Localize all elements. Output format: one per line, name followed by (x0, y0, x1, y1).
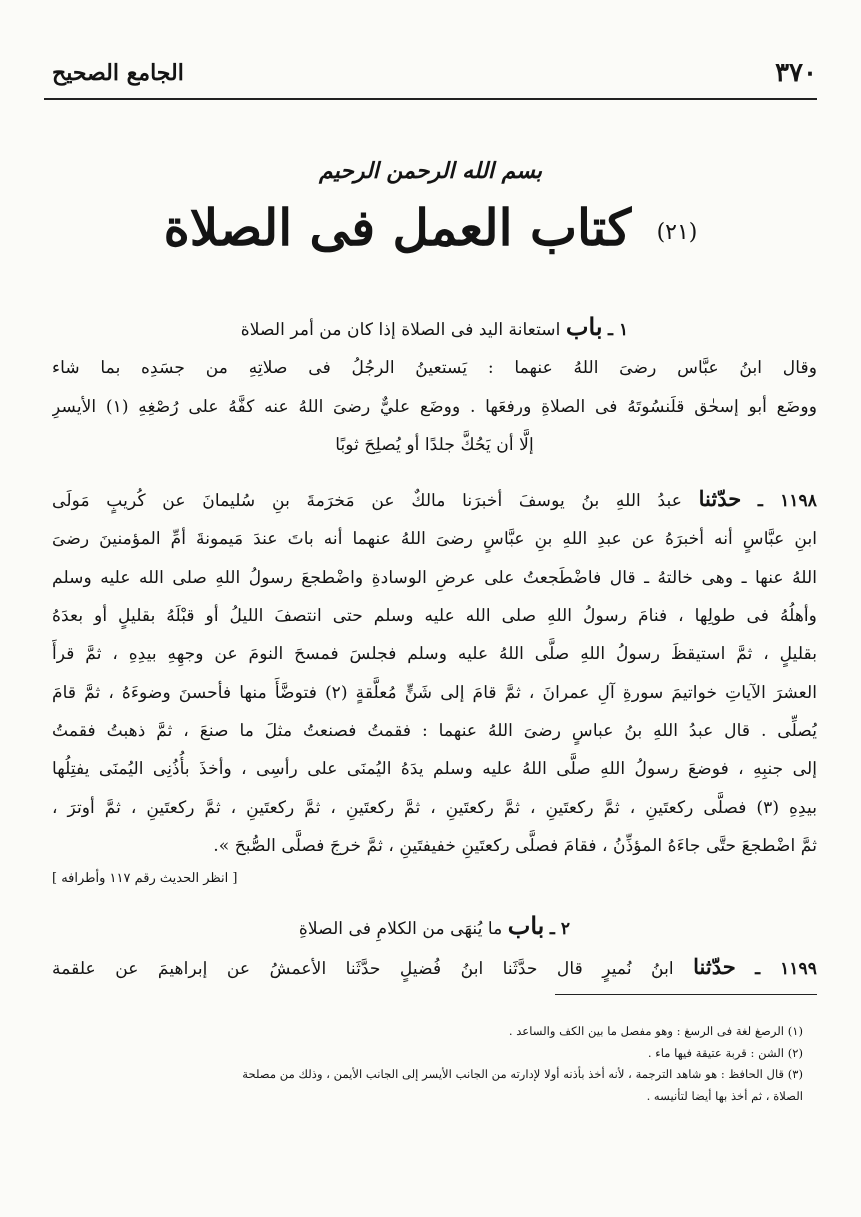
book-title: كتاب العمل فى الصلاة (163, 198, 632, 257)
running-book-title: الجامع الصحيح (52, 60, 184, 86)
text-line: ثمَّ اضْطجعَ حتَّى جاءَهُ المؤذِّنُ ، فقامَ فصلَّى ركعتَينِ خفيفتَينِ ، ثمَّ خرجَ فصلَّى الصُّبحَ ». (213, 835, 817, 856)
footnotes (44, 1021, 803, 1107)
main-text (52, 308, 817, 989)
text-line: ابنُ نُميرٍ قال حدَّثَنا ابنُ فُضيلٍ حدَّثَنا الأعمشُ عن إبراهيمَ عن علقمة (52, 959, 674, 980)
spacer (52, 891, 817, 907)
footnote: (٢) الشن : قربة عتيقة فيها ماء . (647, 1045, 803, 1060)
text-line: وأهلُهُ فى طولِها ، فنامَ رسولُ اللهِ صلى الله عليه وسلم حتى انتصفَ الليلُ أو قبْلَهُ بقليلٍ أو بعدَهُ (52, 606, 817, 627)
book-heading (0, 198, 861, 257)
chapter-title: استعانة اليد فى الصلاة إذا كان من أمر الصلاة (240, 320, 561, 340)
chapter-keyword: باب (507, 911, 545, 941)
chapter-number: ١ ـ (607, 320, 629, 340)
text-line: إلى جنبِهِ ، فوضعَ رسولُ اللهِ صلَّى اللهُ عليه وسلم يدَهُ اليُمنَى على رأسِى ، وأخذَ بأُذُنِى اليُمنَى يفتِلُها (52, 759, 817, 780)
hadith-number: ١١٩٨ ـ (757, 491, 817, 512)
text-line: عبدُ اللهِ بنُ يوسفَ أخبرَنا مالكٌ عن مَخرَمةَ بنِ سُليمانَ عن كُريبٍ مَولَى (52, 491, 682, 512)
text-line: بقليلٍ ، ثمَّ استيقظَ رسولُ اللهِ صلَّى اللهُ عليه وسلم فجلسَ فمسحَ النومَ عن وجهِهِ بيدِهِ ، ثمَّ قرأَ (52, 644, 817, 665)
footnote: الصلاة ، ثم أخذ بها أيضا لتأنيسه . (646, 1088, 803, 1103)
spacer (52, 464, 817, 480)
hadith-first-line (52, 948, 817, 988)
text-line: ووضَع أبو إسحٰق قلَنسُوتَهُ فى الصلاةِ ورفعَها . ووضَع عليٌّ رضىَ اللهُ عنه كفَّهُ على رُصْغِهِ (١) الأيسرِ (52, 396, 817, 417)
chapter-heading (52, 907, 817, 948)
footnote: (٣) قال الحافظ : هو شاهد الترجمة ، لأنه أخذ بأذنه أولا لإدارته من الجانب الأيسر إلى الجانب الأيمن ، وذلك من مصلحة (242, 1067, 803, 1082)
text-line: ابنِ عبَّاسٍ أنه أخبرَهُ عن عبدِ اللهِ بنِ عبَّاسٍ رضىَ اللهُ عنهما أنه باتَ عندَ مَيمونةَ أمِّ المؤمنينَ رضىَ (52, 529, 817, 550)
text-line: اللهُ عنها ـ وهى خالتهُ ـ قال فاضْطَجعتُ على عرضِ الوسادةِ واضْطجعَ رسولُ اللهِ صلى الله عليه وسلم (52, 567, 817, 588)
hadith-first-line (52, 480, 817, 520)
running-header (44, 58, 817, 100)
text-line: إلَّا أن يَحُكَّ جلدًا أو يُصلِحَ ثوبًا (335, 434, 534, 455)
page-number: ٣٧٠ (775, 58, 817, 88)
text-line: يُصلِّى . قال عبدُ اللهِ بنُ عباسٍ رضىَ اللهُ عنهما : فقمتُ فصنعتُ مثلَ ما صنعَ ، ثمَّ ذهبتُ فقمتُ (52, 720, 817, 741)
chapter-heading (52, 308, 817, 349)
basmala: بسم الله الرحمن الرحيم (318, 158, 543, 184)
hadith-keyword: حدّثنا (693, 954, 736, 980)
footnote-separator (555, 994, 817, 995)
text-line: بيدِهِ (٣) فصلَّى ركعتَينِ ، ثمَّ ركعتَينِ ، ثمَّ ركعتَينِ ، ثمَّ ركعتَينِ ، ثمَّ ركعتَينِ ، ثمَّ ركعتَينِ ، ثمَّ أوترَ ، (52, 797, 817, 818)
chapter-title: ما يُنهَى من الكلامِ فى الصلاةِ (298, 919, 503, 940)
chapter-number: ٢ ـ (549, 919, 571, 940)
text-line: وقال ابنُ عبَّاس رضىَ اللهُ عنهما : يَستعينُ الرجُلُ فى صلاتِهِ من جسَدِه بما شاء (52, 358, 817, 379)
footnote: (١) الرصغ لغة فى الرسغ : وهو مفصل ما بين الكف والساعد . (508, 1024, 803, 1038)
text-line: العشرَ الآياتِ خواتيمَ سورةِ آلِ عمرانَ ، ثمَّ قامَ إلى شَنٍّ مُعلَّقةٍ (٢) فتوضَّأَ منها فأحسنَ وضوءَهُ ، ثمَّ قامَ (52, 682, 817, 703)
hadith-number: ١١٩٩ ـ (755, 959, 817, 980)
chapter-keyword: باب (565, 312, 603, 341)
book-number: (٢١) (656, 219, 698, 245)
hadith-reference: [ انظر الحديث رقم ١١٧ وأطرافه ] (52, 871, 238, 887)
hadith-keyword: حدّثنا (698, 486, 742, 512)
